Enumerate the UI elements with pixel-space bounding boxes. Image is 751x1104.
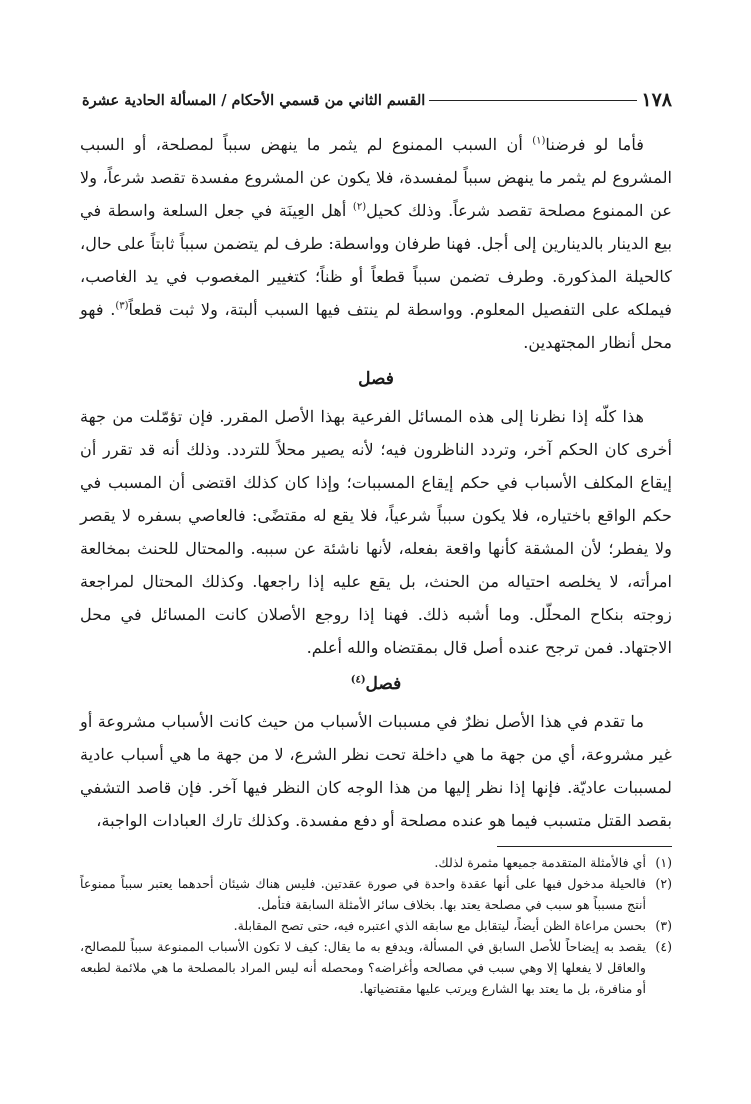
footnote-1-text: أي فالأمثلة المتقدمة جميعها مثمرة لذلك. xyxy=(434,855,646,870)
paragraph-1-part-a: فأما لو فرضنا xyxy=(545,135,644,154)
paragraph-1-part-d: . فهو محل أنظار المجتهدين. xyxy=(80,300,672,352)
paragraph-1 xyxy=(80,128,672,359)
footnote-3-text: بحسن مراعاة الظن أيضاً، ليتقابل مع سابقه الذي اعتبره فيه، حتى تصح المقابلة. xyxy=(233,918,646,933)
paragraph-3: ما تقدم في هذا الأصل نظرٌ في مسببات الأسباب من حيث كانت الأسباب مشروعة أو غير مشروعة، أي من جهة ما هي داخلة تحت نظر الشرع، لا من جهة ما هي أسباب عادية لمسببات عاديّة. فإنها إذا نظر إليها من هذا الوجه كان النظر فيها آخر. فإن قاصد التشفي بقصد القتل متسبب فيما هو عنده مصلحة أو دفع مفسدة. وكذلك تارك العبادات الواجبة، xyxy=(80,712,672,830)
paragraph-1-part-b: أن السبب الممنوع لم يثمر ما ينهض سبباً لمصلحة، أو السبب المشروع لم يثمر ما ينهض سبباً لمفسدة، فلا يكون عن المشروع مفسدة تقصد شرعاً، ولا عن الممنوع مصلحة تقصد شرعاً. وذلك كحيل xyxy=(80,135,672,220)
footnote-4 xyxy=(80,936,672,999)
paragraph-1-part-c: أهل العِينَة في جعل السلعة واسطة في بيع الدينار بالدينارين إلى أجل. فهنا طرفان وواسطة: طرف لم يتضمن سبباً ثابتاً على حال، كالحيلة المذكورة. وطرف تضمن سبباً قطعاً أو ظناً؛ كتغيير المغصوب في يد الغاصب، فيملكه على التفصيل المعلوم. وواسطة لم ينتف فيها السبب ألبتة، ولا ثبت قطعاً xyxy=(80,201,672,319)
header-title: القسم الثاني من قسمي الأحكام / المسألة الحادية عشرة xyxy=(82,91,426,109)
footnote-2 xyxy=(80,873,672,915)
footnote-ref-2: (٢) xyxy=(352,201,367,213)
footnote-1-number: (١) xyxy=(655,855,672,870)
footnote-3 xyxy=(80,915,672,936)
footnote-ref-3: (٣) xyxy=(115,300,129,312)
header-rule xyxy=(429,100,637,101)
main-text xyxy=(80,128,672,837)
footnotes xyxy=(80,852,672,999)
paragraph-2: هذا كلّه إذا نظرنا إلى هذه المسائل الفرعية بهذا الأصل المقرر. فإن تؤمّلت من جهة أخرى كان الحكم آخر، وتردد الناظرون فيه؛ لأنه يصير محلاً للتردد. وذلك أنه قد تقرر أن إيقاع المكلف الأسباب في حكم إيقاع المسببات؛ وإذا كان كذلك اقتضى أن المسبب في حكم الواقع باختياره، فلا يكون سبباً شرعياً، فلا يقع له مقتضًى: فالعاصي بسفره لا يقصر ولا يفطر؛ لأن المشقة كأنها واقعة بفعله، لأنها ناشئة عن سببه. والمحتال للحنث بمخالعة امرأته، لا يخلصه احتياله من الحنث، بل يقع عليه إذا راجعها. وكذلك المحتال لمراجعة زوجته بنكاح المحلّل. وما أشبه ذلك. فهنا إذا روجع الأصلان كانت المسائل في محل الاجتهاد. فمن ترجح عنده أصل قال بمقتضاه والله أعلم. xyxy=(80,407,672,657)
footnote-2-text: فالحيلة مدخول فيها على أنها عقدة واحدة في صورة عقدتين. فليس هناك شيئان أحدهما يعتبر سبباً ممنوعاً أنتج مسبباً هو سبب في مصلحة يعتد بها. بخلاف سائر الأمثلة السابقة فتأمل. xyxy=(80,876,646,912)
section-heading-1: فصل xyxy=(358,369,394,389)
footnote-1 xyxy=(80,852,672,873)
footnote-3-number: (٣) xyxy=(655,918,672,933)
running-header xyxy=(82,88,672,112)
footnote-2-number: (٢) xyxy=(655,876,672,891)
section-heading-2-text: فصل xyxy=(365,674,402,694)
footnote-4-text: يقصد به إيضاحاً للأصل السابق في المسألة، ويدفع به ما يقال: كيف لا تكون الأسباب الممنوعة سبباً للمصالح، والعاقل لا يفعلها إلا وهي سبب في مصالحه وأغراضه؟ ومحصله أنه ليس المراد بالمصلحة ما هي ملائمة لطبعه أو منافرة، بل ما يعتد بها الشارع ويرتب عليها مقتضياتها. xyxy=(80,939,646,996)
footnote-ref-1: (١) xyxy=(532,135,546,147)
section-heading-2 xyxy=(80,668,672,701)
footnote-4-number: (٤) xyxy=(655,939,672,954)
footnote-separator xyxy=(497,846,672,847)
footnote-ref-4: (٤) xyxy=(350,674,366,686)
page-number: ١٧٨ xyxy=(641,89,672,111)
